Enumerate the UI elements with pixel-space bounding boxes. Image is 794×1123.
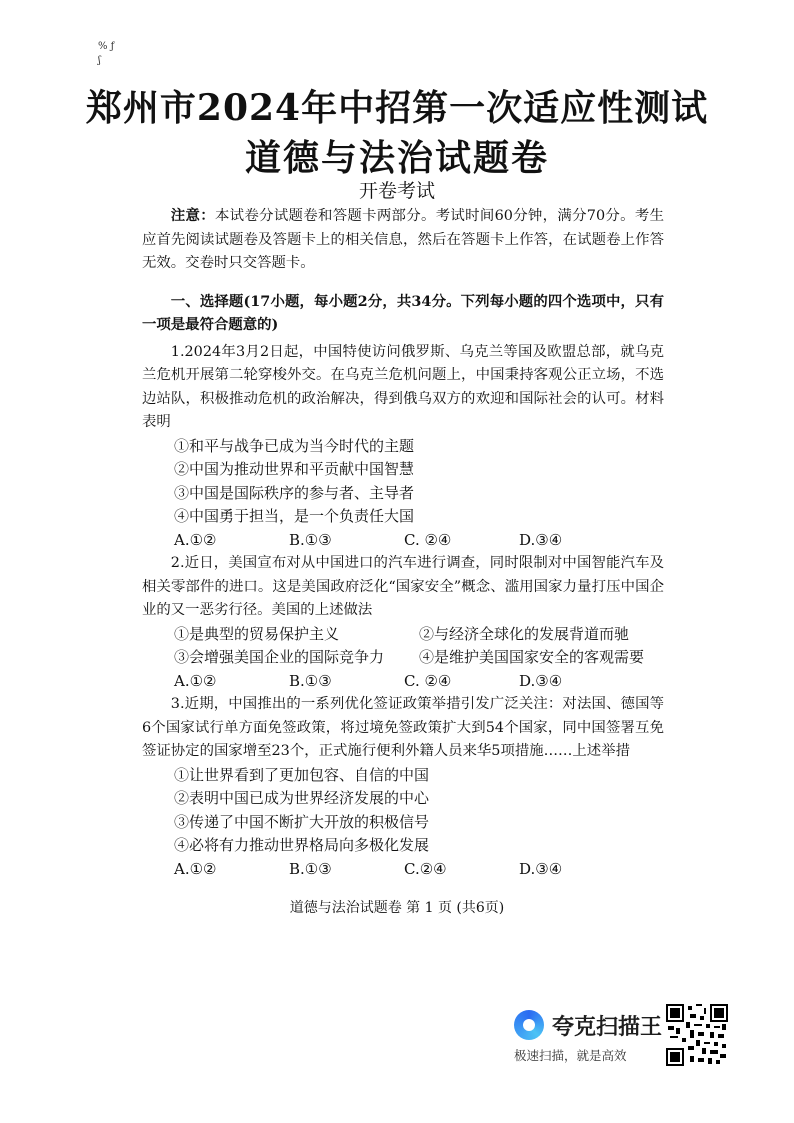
notice — [142, 204, 664, 276]
corner-marks — [98, 40, 114, 68]
scanner-watermark — [514, 1006, 664, 1062]
notice-text: 本试卷分试题卷和答题卡两部分。考试时间60分钟，满分70分。考生应首先阅读试题卷及答题卡上的相关信息，然后在答题卡上作答，在试题卷上作答无效。交卷时只交答题卡。 — [142, 208, 664, 271]
question-3-item: ④必将有力推动世界格局向多极化发展 — [174, 836, 430, 854]
exam-title-line1: 郑州市2024年中招第一次适应性测试 — [85, 87, 709, 129]
question-1-item: ①和平与战争已成为当今时代的主题 — [174, 436, 415, 455]
choice-b: B.①③ — [289, 859, 332, 878]
choice-c: C.②④ — [404, 859, 447, 878]
question-2-item: ①是典型的贸易保护主义 — [174, 624, 340, 643]
exam-type: 开卷考试 — [358, 180, 435, 202]
question-3-choices — [142, 858, 664, 882]
choice-a: A.①② — [174, 859, 217, 878]
choice-c: C. ②④ — [404, 671, 452, 690]
question-2-stem: 2.近日，美国宣布对从中国进口的汽车进行调查，同时限制对中国智能汽车及相关零部件的进口。这是美国政府泛化“国家安全”概念、滥用国家力量打压中国企业的又一恶劣行径。美国的上述做法 — [142, 555, 664, 618]
scanner-slogan: 极速扫描，就是高效 — [514, 1048, 627, 1063]
question-2-item: ③会增强美国企业的国际竞争力 — [174, 648, 385, 666]
question-1-stem: 1.2024年3月2日起，中国特使访问俄罗斯、乌克兰等国及欧盟总部，就乌克兰危机开展第二轮穿梭外交。在乌克兰危机问题上，中国秉持客观公正立场，不选边站队，积极推动危机的政治解决，得到俄乌双方的欢迎和国际社会的认可。材料表明 — [142, 343, 664, 430]
question-3-item: ①让世界看到了更加包容、自信的中国 — [174, 765, 430, 784]
choice-d: D.③④ — [519, 671, 563, 690]
choice-d: D.③④ — [519, 530, 563, 549]
notice-label: 注意： — [170, 207, 215, 224]
qr-code-icon — [666, 1004, 728, 1066]
question-1-item: ②中国为推动世界和平贡献中国智慧 — [174, 460, 415, 478]
choice-a: A.①② — [174, 671, 217, 690]
question-2-choices — [142, 670, 664, 694]
question-2-item: ④是维护美国国家安全的客观需要 — [419, 648, 645, 666]
question-3-item: ②表明中国已成为世界经济发展的中心 — [174, 789, 430, 807]
question-3-stem: 3.近期，中国推出的一系列优化签证政策举措引发广泛关注：对法国、德国等6个国家试行单方面免签政策，将过境免签政策扩大到54个国家，同中国签署互免签证协定的国家增至23个，正式施行便利外籍人员来华5项措施……上述举措 — [142, 696, 664, 759]
choice-a: A.①② — [174, 530, 217, 549]
choice-b: B.①③ — [289, 530, 332, 549]
question-3-item: ③传递了中国不断扩大开放的积极信号 — [174, 812, 430, 831]
question-2-item: ②与经济全球化的发展背道而驰 — [419, 624, 630, 643]
question-1-item: ③中国是国际秩序的参与者、主导者 — [174, 483, 415, 502]
question-2-items-row — [142, 646, 664, 670]
corner-mark-1: % ƒ — [98, 41, 115, 52]
choice-b: B.①③ — [289, 671, 332, 690]
question-2-items-row — [142, 623, 664, 647]
question-1-choices — [142, 529, 664, 553]
page-footer: 道德与法治试题卷 第 1 页 (共6页) — [289, 900, 505, 916]
section-heading: 一、选择题(17小题，每小题2分，共34分。下列每小题的四个选项中，只有一项是最符合题意的) — [142, 292, 664, 333]
exam-title-line2: 道德与法治试题卷 — [244, 137, 549, 179]
scanner-logo-icon — [514, 1010, 544, 1040]
exam-content — [142, 204, 664, 881]
scanner-brand-name: 夸克扫描王 — [552, 1015, 663, 1040]
question-1-item: ④中国勇于担当，是一个负责任大国 — [174, 507, 415, 525]
corner-mark-2: ʃ — [98, 55, 101, 66]
choice-c: C. ②④ — [404, 530, 452, 549]
choice-d: D.③④ — [519, 859, 563, 878]
